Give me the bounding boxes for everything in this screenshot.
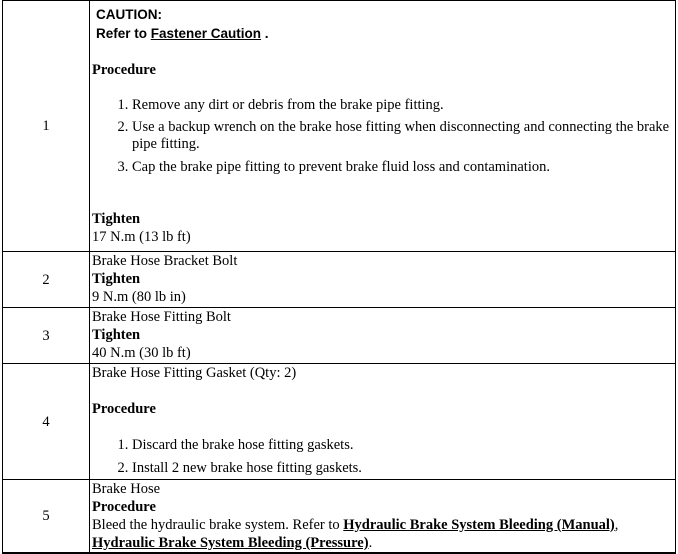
bleeding-pressure-link[interactable]: Hydraulic Brake System Bleeding (Pressure)	[92, 535, 369, 551]
torque-value: 17 N.m (13 lb ft)	[92, 229, 191, 245]
table-row	[3, 252, 676, 308]
row-number: 5	[3, 480, 90, 554]
procedure-text: Bleed the hydraulic brake system. Refer to Hydraulic Brake System Bleeding (Manual), Hydraulic Brake System Bleeding (Pressure).	[92, 517, 619, 551]
caution-text: Refer to Fastener Caution .	[96, 26, 269, 41]
list-item: 1. Discard the brake hose fitting gaskets.	[132, 436, 675, 454]
caution-title: CAUTION:	[96, 7, 162, 22]
procedure-label: Procedure	[92, 401, 156, 417]
part-name: Brake Hose Fitting Bolt	[92, 309, 231, 325]
procedure-table	[2, 0, 676, 554]
row-content	[90, 308, 676, 364]
table-row	[3, 1, 676, 252]
table-row	[3, 308, 676, 364]
part-name: Brake Hose Fitting Gasket (Qty: 2)	[92, 365, 297, 381]
row-number: 2	[3, 252, 90, 308]
fastener-caution-link[interactable]: Fastener Caution	[150, 26, 262, 41]
list-item: 1. Remove any dirt or debris from the brake pipe fitting.	[132, 96, 675, 114]
row-content	[90, 1, 676, 252]
procedure-label: Procedure	[92, 62, 156, 78]
tighten-label: Tighten	[92, 211, 141, 227]
row-content	[90, 252, 676, 308]
part-name: Brake Hose Bracket Bolt	[92, 253, 238, 269]
torque-value: 40 N.m (30 lb ft)	[92, 345, 191, 361]
procedure-steps	[92, 436, 675, 477]
row-content	[90, 480, 676, 554]
list-item: 2. Install 2 new brake hose fitting gaskets.	[132, 459, 675, 477]
list-item: 2. Use a backup wrench on the brake hose fitting when disconnecting and connecting the brake pipe fitting.	[132, 119, 675, 153]
procedure-steps	[92, 96, 675, 176]
torque-value: 9 N.m (80 lb in)	[92, 289, 186, 305]
tighten-label: Tighten	[92, 271, 141, 287]
row-number: 1	[3, 1, 90, 252]
bleeding-manual-link[interactable]: Hydraulic Brake System Bleeding (Manual)	[343, 517, 615, 533]
row-content	[90, 364, 676, 480]
row-number: 3	[3, 308, 90, 364]
table-row	[3, 480, 676, 554]
list-item: 3. Cap the brake pipe fitting to prevent brake fluid loss and contamination.	[132, 158, 675, 176]
part-name: Brake Hose	[92, 481, 161, 497]
table-row	[3, 364, 676, 480]
procedure-label: Procedure	[92, 499, 156, 515]
tighten-label: Tighten	[92, 327, 141, 343]
row-number: 4	[3, 364, 90, 480]
